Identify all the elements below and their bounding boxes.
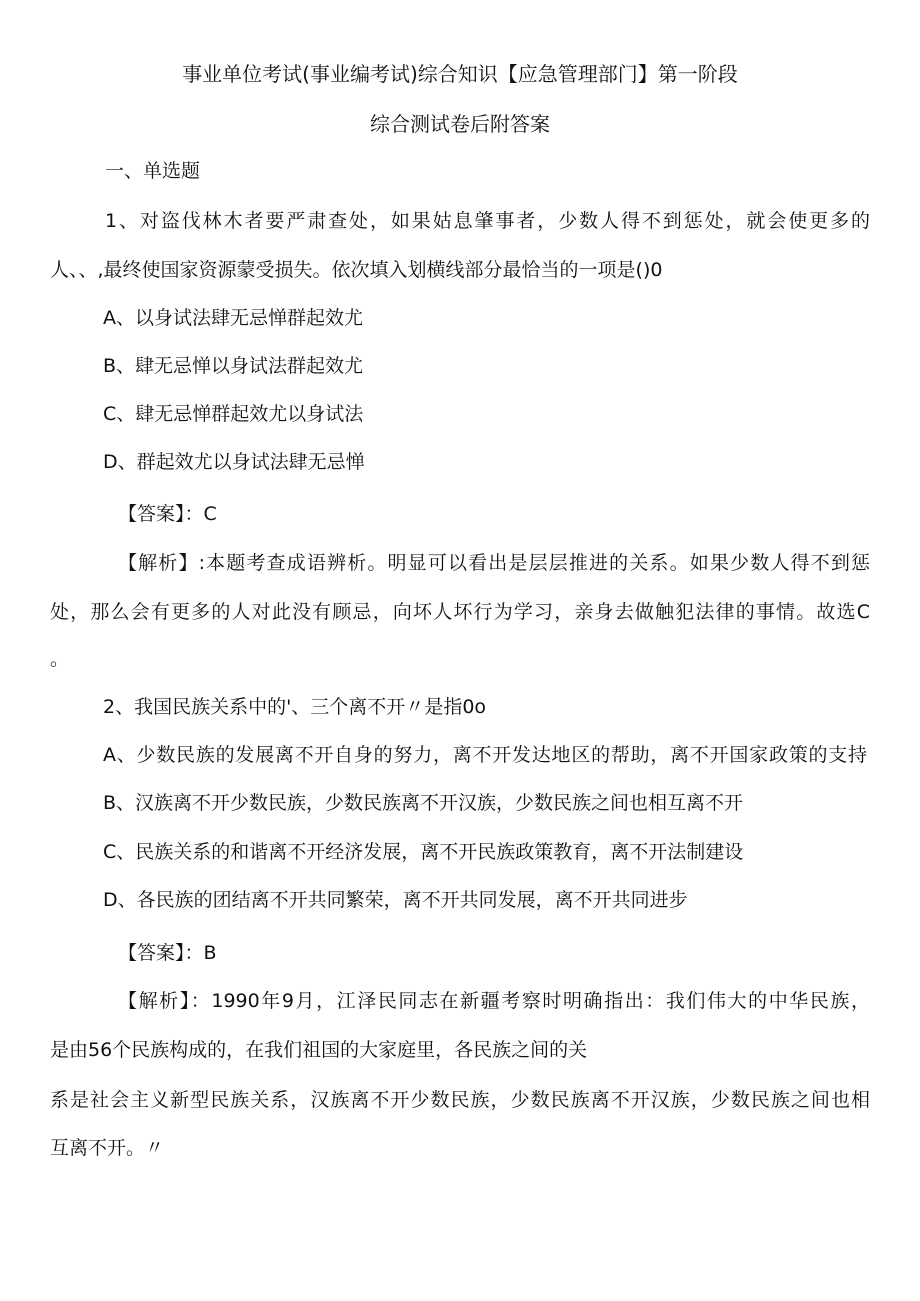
option-c: C、肆无忌惮群起效尤以身试法 — [103, 403, 364, 425]
answer-label: 【答案】：B — [118, 942, 217, 964]
analysis-line: 互离不开。〃 — [50, 1137, 165, 1159]
document-title-line-1: 事业单位考试(事业编考试)综合知识【应急管理部门】第一阶段 — [182, 62, 738, 86]
option-b: B、汉族离不开少数民族，少数民族离不开汉族，少数民族之间也相互离不开 — [103, 792, 744, 814]
option-d: D、群起效尤以身试法肆无忌惮 — [103, 451, 365, 473]
option-a: A、以身试法肆无忌惮群起效尤 — [103, 307, 363, 329]
analysis-line: 系是社会主义新型民族关系，汉族离不开少数民族，少数民族离不开汉族，少数民族之间也相 — [50, 1089, 870, 1111]
analysis-line: 。 — [50, 648, 70, 670]
analysis-line: 是由56个民族构成的，在我们祖国的大家庭里，各民族之间的关 — [50, 1039, 588, 1061]
question-stem-line: 1、对盗伐林木者要严肃查处，如果姑息肇事者，少数人得不到惩处，就会使更多的 — [105, 210, 870, 232]
analysis-line: 【解析】:本题考查成语辨析。明显可以看出是层层推进的关系。如果少数人得不到惩 — [118, 552, 870, 574]
option-a: A、少数民族的发展离不开自身的努力，离不开发达地区的帮助，离不开国家政策的支持 — [103, 744, 867, 766]
section-heading: 一、单选题 — [105, 160, 201, 182]
option-d: D、各民族的团结离不开共同繁荣，离不开共同发展，离不开共同进步 — [103, 889, 688, 911]
question-stem-line: 人、、,最终使国家资源蒙受损失。依次填入划横线部分最恰当的一项是()0 — [50, 259, 663, 281]
question-stem-line: 2、我国民族关系中的'、三个离不开〃是指0o — [103, 696, 487, 718]
analysis-line: 【解析】：1990年9月，江泽民同志在新疆考察时明确指出：我们伟大的中华民族， — [118, 990, 870, 1012]
option-c: C、民族关系的和谐离不开经济发展，离不开民族政策教育，离不开法制建设 — [103, 841, 744, 863]
document-title-line-2: 综合测试卷后附答案 — [370, 112, 550, 136]
option-b: B、肆无忌惮以身试法群起效尤 — [103, 355, 364, 377]
analysis-line: 处，那么会有更多的人对此没有顾忌，向坏人坏行为学习，亲身去做触犯法律的事情。故选C — [50, 601, 870, 623]
answer-label: 【答案】：C — [118, 503, 217, 525]
